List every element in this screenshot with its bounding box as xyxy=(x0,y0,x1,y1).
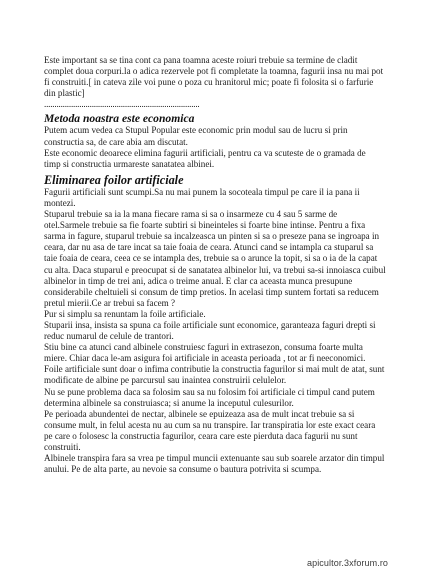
paragraph: Albinele transpira fara sa vrea pe timpul muncii extenuante sau sub soarele arzator din timpul anului. Pe de alta parte, au nevoie sa consume o bautura potrivita si scumpa. xyxy=(44,453,385,475)
paragraph: Fagurii artificiali sunt scumpi.Sa nu mai punem la socoteala timpul pe care il ia pana ii montezi. xyxy=(44,186,360,208)
paragraph: Putem acum vedea ca Stupul Popular este economic prin modul sau de lucru si prin constructia sa, de care abia am discutat. xyxy=(44,125,348,147)
dotted-separator: ........................................................................... xyxy=(44,99,200,110)
paragraph: Pe perioada abundentei de nectar, albinele se epuizeaza asa de mult incat trebuie sa si consume mult, in felul acesta nu au cum sa nu transpire. Iar transpiratia lor este exact ceara pe care o folosesc la constructia fagurilor, ceara care este pierduta daca fagurii nu sunt construiti. xyxy=(44,408,376,452)
paragraph: Foile artificiale sunt doar o infima contributie la constructia fagurilor si mai mult de atat, sunt modificate de albine pe parcursul sau inaintea construirii celulelor. xyxy=(44,364,385,386)
paragraph: Stuparul trebuie sa ia la mana fiecare rama si sa o insarmeze cu 4 sau 5 sarme de otel.Sarmele trebuie sa fie foarte subtiri si bineinteles si foarte bine intinse. Pentru a fixa sarma in fagure, stuparul trebuie sa incalzeasca un pinten si sa o preseze pana se ingroapa in ceara, dar nu asa de tare incat sa taie foaia de ceara. Atunci cand se intampla ca stuparul sa taie foaia de ceara, ceea ce se intampla des, trebuie sa o arunce la topit, si sa o ia de la capat cu alta. Daca stuparul e preocupat si de sanatatea albinelor lui, va trebui sa-si innoiasca cuibul albinelor in timp de trei ani, adica o treime anual. E clar ca aceasta munca presupune considerabile cheltuieli si consum de timp pretios. In acelasi timp suntem fortati sa reducem pretul mierii.Ce ar trebui sa facem ? xyxy=(44,209,386,308)
paragraph: Nu se pune problema daca sa folosim sau sa nu folosim foi artificiale ci timpul cand putem determina albinele sa construiasca; si anume la inceputul culesurilor. xyxy=(44,386,375,408)
section-heading-economica: Metoda noastra este economica xyxy=(44,112,195,126)
document-body xyxy=(44,55,439,475)
section-heading-foi-artificiale: Eliminarea foilor artificiale xyxy=(44,172,184,187)
paragraph: Stiu bine ca atunci cand albinele construiesc faguri in extrasezon, consuma foarte multa miere. Chiar daca le-am asigura foi artificiale in aceasta perioada , tot ar fi neeconomici. xyxy=(44,342,366,364)
paragraph: Stuparii insa, insista sa spuna ca foile artificiale sunt economice, garanteaza faguri drepti si reduc numarul de celule de trantori. xyxy=(44,319,376,342)
paragraph: Este economic deoarece elimina fagurii artificiali, pentru ca va scuteste de o gramada de timp si constructia urmareste sanatatea albinei. xyxy=(44,147,366,169)
intro-paragraph: Este important sa se tina cont ca pana toamna aceste roiuri trebuie sa termine de cladit complet doua corpuri.la o adica rezervele pot fi completate la toamna, fagurii insa nu mai pot fi construiti.[ in cateva zile voi pune o poza cu hranitorul mic; poate fi folosita si o farfurie din plastic] xyxy=(44,55,384,99)
site-watermark: apicultor.3xforum.ro xyxy=(307,558,389,568)
paragraph: Pur si simplu sa renuntam la foile artificiale. xyxy=(44,308,206,319)
